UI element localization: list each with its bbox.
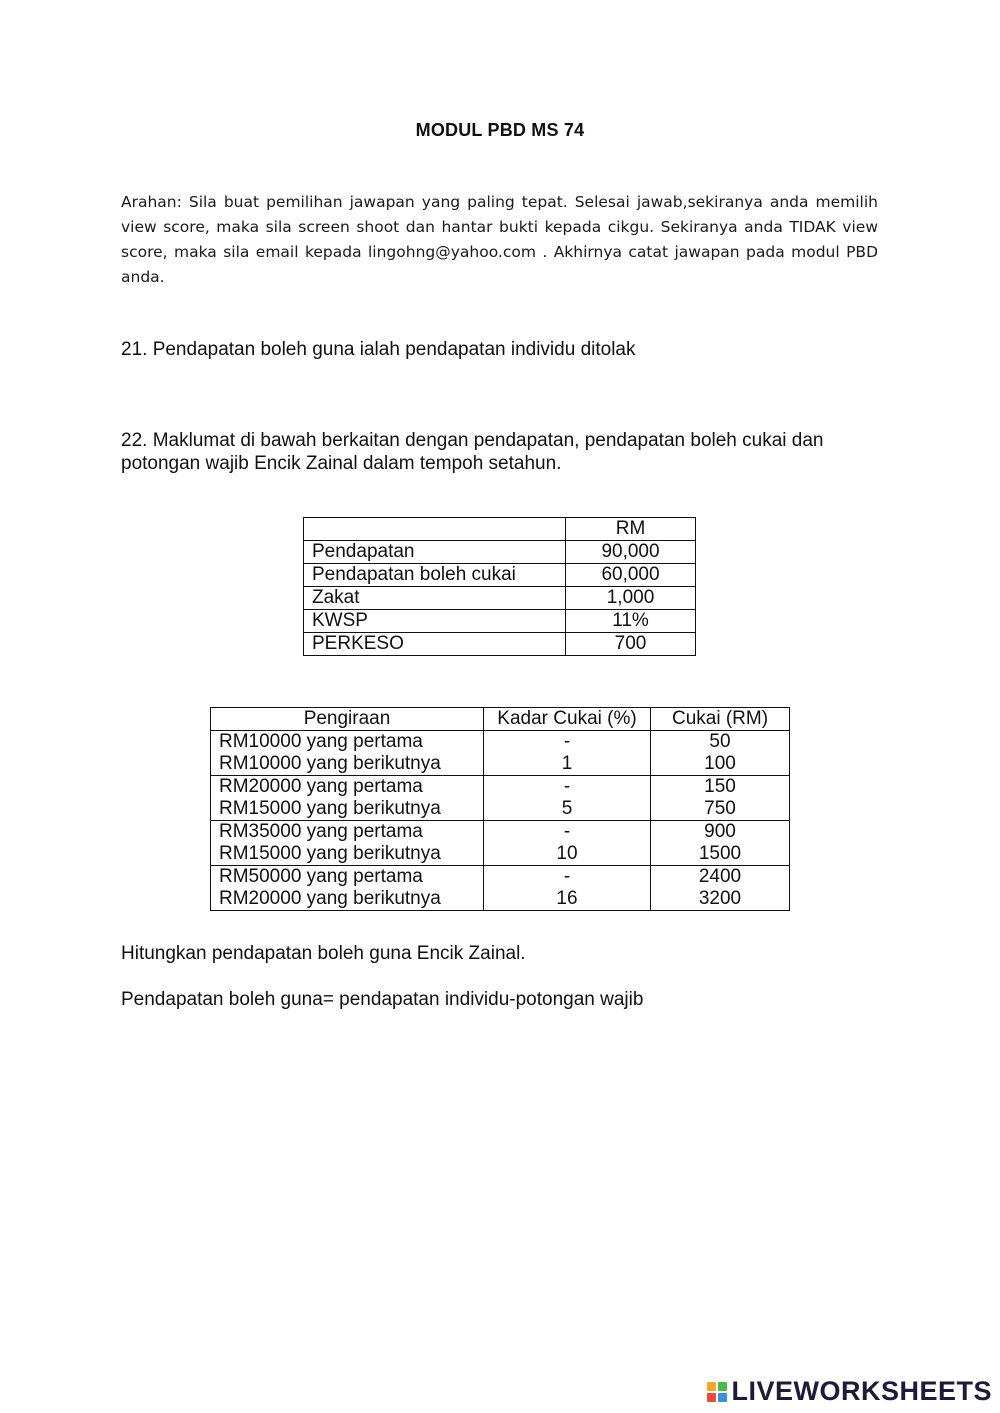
- logo-square: [718, 1382, 727, 1391]
- table-cell: 90,000: [566, 541, 696, 564]
- table-cell: 16: [484, 888, 651, 911]
- table-cell: 5: [484, 798, 651, 821]
- calculation-prompt: Hitungkan pendapatan boleh guna Encik Zainal.: [121, 943, 526, 964]
- table-cell: 700: [566, 633, 696, 656]
- table-cell: RM10000 yang berikutnya: [211, 753, 484, 776]
- table-cell: -: [484, 866, 651, 889]
- table-cell: RM10000 yang pertama: [211, 731, 484, 754]
- formula-text: Pendapatan boleh guna= pendapatan individu-potongan wajib: [121, 989, 644, 1010]
- table-cell: 2400: [651, 866, 790, 889]
- table-cell: 50: [651, 731, 790, 754]
- tax-rate-table: [210, 707, 790, 911]
- table-cell: -: [484, 731, 651, 754]
- table-cell: RM15000 yang berikutnya: [211, 843, 484, 866]
- table-cell: 3200: [651, 888, 790, 911]
- table-row: [211, 821, 790, 844]
- table-header-cell: Cukai (RM): [651, 708, 790, 731]
- table-header-cell: [304, 518, 566, 541]
- table-header-cell: RM: [566, 518, 696, 541]
- table-cell: -: [484, 776, 651, 799]
- table-cell: RM20000 yang pertama: [211, 776, 484, 799]
- liveworksheets-logo: [707, 1376, 992, 1407]
- table-header-cell: Kadar Cukai (%): [484, 708, 651, 731]
- table-cell: -: [484, 821, 651, 844]
- table-header-row: [304, 518, 696, 541]
- table-row: [304, 564, 696, 587]
- table-row: [211, 798, 790, 821]
- table-cell: Zakat: [304, 587, 566, 610]
- table-row: [304, 610, 696, 633]
- table-row: [304, 633, 696, 656]
- question-22: 22. Maklumat di bawah berkaitan dengan pendapatan, pendapatan boleh cukai dan potongan wajib Encik Zainal dalam tempoh setahun.: [121, 430, 824, 474]
- income-table: [303, 517, 696, 656]
- table-row: [211, 843, 790, 866]
- table-header-row: [211, 708, 790, 731]
- table-row: [211, 731, 790, 754]
- page-title: MODUL PBD MS 74: [415, 120, 585, 140]
- question-21: 21. Pendapatan boleh guna ialah pendapatan individu ditolak: [121, 339, 636, 360]
- table-cell: 1,000: [566, 587, 696, 610]
- table-row: [211, 753, 790, 776]
- table-cell: 11%: [566, 610, 696, 633]
- table-cell: 750: [651, 798, 790, 821]
- table-cell: RM50000 yang pertama: [211, 866, 484, 889]
- table-cell: 1500: [651, 843, 790, 866]
- table-header-cell: Pengiraan: [211, 708, 484, 731]
- table-cell: RM35000 yang pertama: [211, 821, 484, 844]
- logo-square: [707, 1393, 716, 1402]
- table-cell: 100: [651, 753, 790, 776]
- table-cell: PERKESO: [304, 633, 566, 656]
- logo-square: [718, 1393, 727, 1402]
- table-row: [211, 776, 790, 799]
- table-cell: Pendapatan boleh cukai: [304, 564, 566, 587]
- table-cell: RM20000 yang berikutnya: [211, 888, 484, 911]
- instructions-text: Arahan: Sila buat pemilihan jawapan yang paling tepat. Selesai jawab,sekiranya anda memilih view score, maka sila screen shoot dan hantar bukti kepada cikgu. Sekiranya anda TIDAK view score, maka sila email kepada lingohng@yahoo.com . Akhirnya catat jawapan pada modul PBD anda.: [121, 193, 878, 286]
- table-cell: RM15000 yang berikutnya: [211, 798, 484, 821]
- table-cell: 900: [651, 821, 790, 844]
- logo-square: [707, 1382, 716, 1391]
- table-row: [211, 888, 790, 911]
- table-row: [304, 541, 696, 564]
- table-row: [211, 866, 790, 889]
- table-row: [304, 587, 696, 610]
- table-cell: Pendapatan: [304, 541, 566, 564]
- liveworksheets-logo-text: LIVEWORKSHEETS: [731, 1376, 992, 1406]
- table-cell: 10: [484, 843, 651, 866]
- table-cell: 150: [651, 776, 790, 799]
- liveworksheets-logo-icon: [707, 1382, 727, 1402]
- table-cell: 60,000: [566, 564, 696, 587]
- table-cell: 1: [484, 753, 651, 776]
- table-cell: KWSP: [304, 610, 566, 633]
